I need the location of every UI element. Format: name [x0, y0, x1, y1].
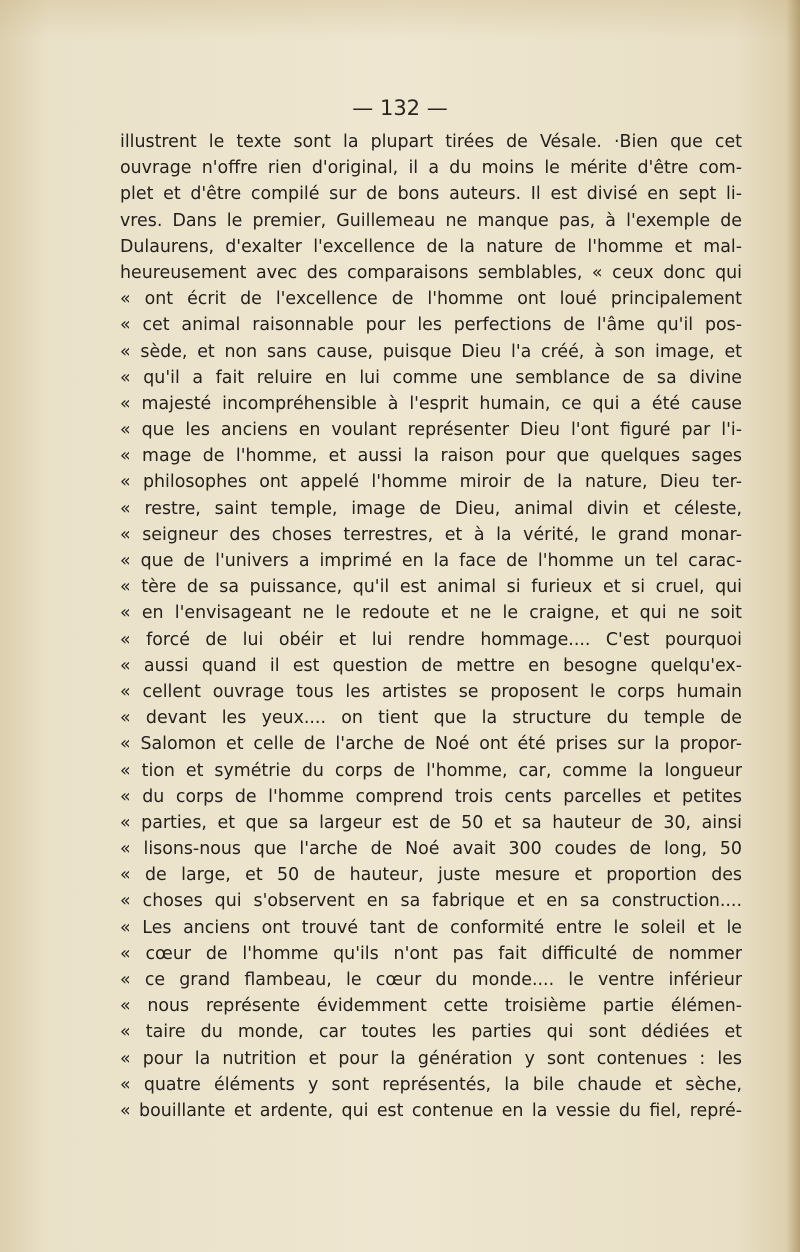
- text-line: « tion et symétrie du corps de l'homme, car, comme la longueur: [120, 760, 742, 781]
- text-line: « que de l'univers a imprimé en la face de l'homme un tel carac-: [120, 551, 742, 571]
- text-line: « qu'il a fait reluire en lui comme une semblance de sa divine: [120, 367, 742, 388]
- text-line: plet et d'être compilé sur de bons auteurs. Il est divisé en sept li-: [120, 184, 742, 205]
- text-line: « majesté incompréhensible à l'esprit humain, ce qui a été cause: [120, 393, 742, 414]
- text-line: Dulaurens, d'exalter l'excellence de la nature de l'homme et mal-: [120, 236, 742, 257]
- text-line: « choses qui s'observent en sa fabrique et en sa construction....: [120, 891, 742, 912]
- paper-stain: [0, 0, 800, 40]
- text-line: « forcé de lui obéir et lui rendre hommage.... C'est pourquoi: [120, 629, 742, 650]
- text-line: « bouillante et ardente, qui est contenue en la vessie du fiel, repré-: [120, 1100, 742, 1121]
- text-line: « du corps de l'homme comprend trois cents parcelles et petites: [120, 786, 742, 807]
- text-line: « en l'envisageant ne le redoute et ne le craigne, et qui ne soit: [120, 603, 742, 624]
- text-line: « seigneur des choses terrestres, et à la vérité, le grand monar-: [120, 524, 742, 545]
- text-line: « cet animal raisonnable pour les perfections de l'âme qu'il pos-: [120, 315, 742, 336]
- text-line: « de large, et 50 de hauteur, juste mesure et proportion des: [120, 865, 742, 886]
- text-line: ouvrage n'offre rien d'original, il a du moins le mérite d'être com-: [120, 158, 742, 179]
- text-line: « ont écrit de l'excellence de l'homme ont loué principalement: [120, 289, 742, 310]
- text-line: « tère de sa puissance, qu'il est animal si furieux et si cruel, qui: [120, 577, 742, 598]
- text-line: « nous représente évidemment cette troisième partie élémen-: [120, 996, 742, 1017]
- text-line: « que les anciens en voulant représenter Dieu l'ont figuré par l'i-: [120, 420, 742, 441]
- text-line: « aussi quand il est question de mettre en besogne quelqu'ex-: [120, 655, 742, 676]
- text-line: « devant les yeux.... on tient que la structure du temple de: [120, 708, 742, 729]
- text-line: « restre, saint temple, image de Dieu, animal divin et céleste,: [120, 498, 742, 519]
- text-line: « pour la nutrition et pour la génération y sont contenues : les: [120, 1048, 742, 1069]
- body-text: [120, 129, 742, 1124]
- text-line: « Salomon et celle de l'arche de Noé ont été prises sur la propor-: [120, 734, 742, 755]
- text-line: « philosophes ont appelé l'homme miroir de la nature, Dieu ter-: [120, 472, 742, 493]
- text-line: heureusement avec des comparaisons semblables, « ceux donc qui: [120, 262, 742, 283]
- page-edge-shadow: [786, 0, 800, 1252]
- text-line: « Les anciens ont trouvé tant de conformité entre le soleil et le: [120, 917, 742, 938]
- text-line: « taire du monde, car toutes les parties qui sont dédiées et: [120, 1022, 742, 1043]
- text-line: « sède, et non sans cause, puisque Dieu l'a créé, à son image, et: [120, 341, 742, 362]
- text-line: illustrent le texte sont la plupart tirées de Vésale. ·Bien que cet: [120, 132, 742, 152]
- text-line: « parties, et que sa largeur est de 50 et sa hauteur de 30, ainsi: [120, 812, 742, 833]
- page-number: — 132 —: [352, 96, 448, 120]
- text-line: « quatre éléments y sont représentés, la bile chaude et sèche,: [120, 1074, 742, 1095]
- text-line: « cellent ouvrage tous les artistes se proposent le corps humain: [120, 681, 742, 702]
- text-line: « lisons-nous que l'arche de Noé avait 300 coudes de long, 50: [120, 839, 742, 860]
- text-line: « mage de l'homme, et aussi la raison pour que quelques sages: [120, 446, 742, 467]
- text-line: vres. Dans le premier, Guillemeau ne manque pas, à l'exemple de: [120, 210, 742, 231]
- text-line: « cœur de l'homme qu'ils n'ont pas fait difficulté de nommer: [120, 943, 742, 964]
- text-line: « ce grand flambeau, le cœur du monde.... le ventre inférieur: [120, 970, 742, 990]
